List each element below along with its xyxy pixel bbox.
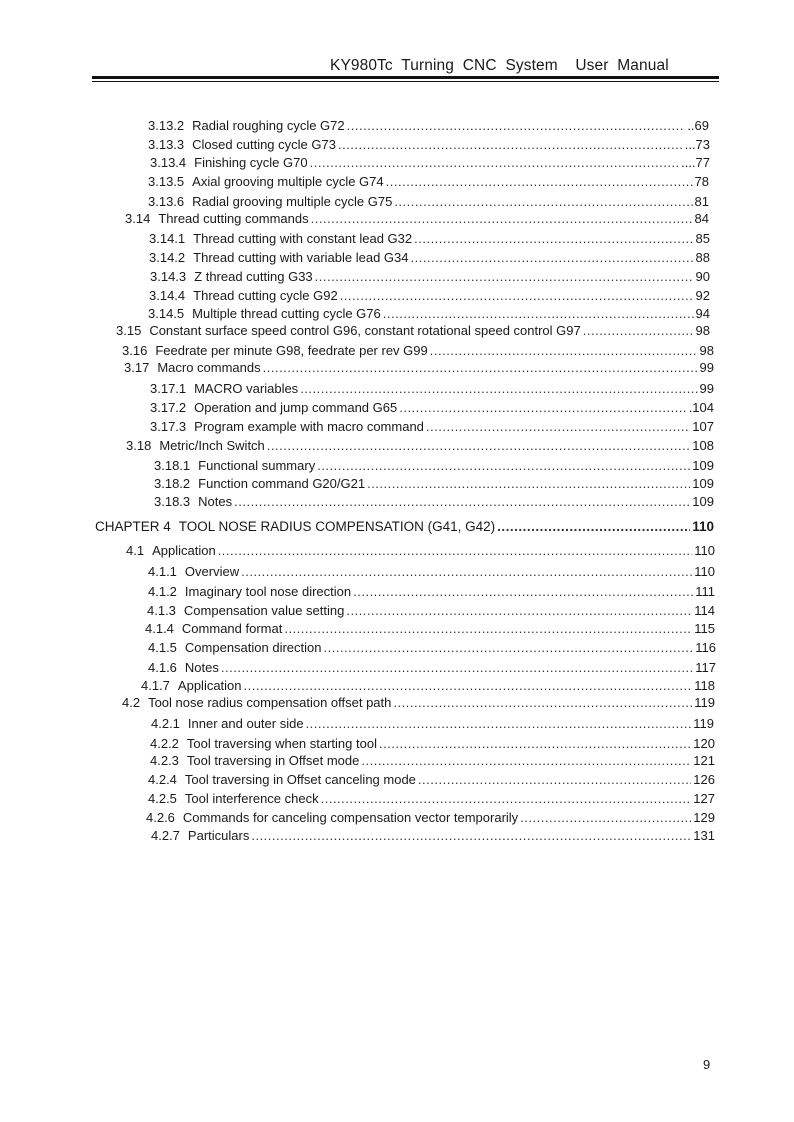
toc-entry-4-2-2[interactable] [150,736,715,752]
toc-entry-number: 3.17.1 [150,381,187,396]
toc-entry-title: Operation and jump command G65 [194,400,398,415]
toc-entry-title: Constant surface speed control G96, constant rotational speed control G97 [149,323,581,338]
toc-dot-leader [263,360,698,376]
toc-entry-title: Tool interference check [184,791,319,806]
toc-dot-leader [324,640,694,656]
toc-entry-title: Tool traversing in Offset mode [186,753,360,768]
toc-entry-3-16[interactable] [122,343,714,359]
toc-entry-number: 4.2.4 [148,772,177,787]
toc-entry-page: 127 [693,791,715,806]
toc-entry-title: Notes [184,660,219,675]
toc-entry-page: 92 [695,288,710,303]
toc-entry-page: 119 [694,695,715,710]
toc-entry-page: 109 [692,476,714,491]
toc-entry-number: 3.18.3 [154,494,191,509]
toc-entry-number: 4.2.3 [150,753,179,768]
toc-entry-3-13-5[interactable] [148,174,709,190]
toc-dot-leader [497,519,690,535]
toc-entry-page: 85 [695,231,710,246]
toc-entry-number: 3.13.3 [148,137,185,152]
toc-entry-3-13-4[interactable] [150,155,710,171]
toc-entry-page: 119 [693,716,714,731]
toc-entry-title: Closed cutting cycle G73 [192,137,336,152]
toc-dot-leader [251,828,691,844]
toc-entry-title: Compensation direction [184,640,322,655]
toc-entry-number: 3.13.6 [148,194,185,209]
toc-chapter-page: 110 [692,519,714,534]
toc-dot-leader [218,543,693,559]
toc-entry-3-14-5[interactable] [148,306,710,322]
toc-entry-title: Particulars [187,828,250,843]
toc-entry-3-14-1[interactable] [149,231,710,247]
toc-entry-3-18-1[interactable] [154,458,714,474]
toc-dot-leader [353,584,693,600]
toc-entry-title: Function command G20/G21 [198,476,366,491]
toc-dot-leader [311,211,693,227]
toc-entry-page: 81 [694,194,709,209]
toc-dot-leader [379,736,691,752]
toc-entry-title: Z thread cutting G33 [194,269,313,284]
toc-entry-4-2[interactable] [122,695,715,711]
toc-entry-page: 126 [693,772,715,787]
toc-dot-leader [347,118,686,134]
toc-entry-number: 3.17 [124,360,150,375]
toc-dot-leader [338,137,683,153]
toc-entry-page: 120 [693,736,715,751]
toc-entry-title: Radial roughing cycle G72 [192,118,345,133]
toc-entry-page: 109 [692,494,714,509]
toc-entry-page: 110 [694,564,715,579]
toc-entry-4-1-1[interactable] [148,564,715,580]
toc-entry-title: Commands for canceling compensation vector temporarily [182,810,519,825]
toc-entry-page: .104 [688,400,714,415]
toc-entry-4-2-5[interactable] [148,791,715,807]
toc-entry-title: Tool traversing in Offset canceling mode [184,772,416,787]
toc-dot-leader [399,400,686,416]
toc-chapter-4[interactable] [95,519,714,535]
toc-entry-page: 107 [692,419,714,434]
toc-dot-leader [386,174,693,190]
toc-entry-number: 4.2.7 [151,828,180,843]
toc-entry-number: 3.18 [126,438,152,453]
toc-entry-number: 3.14.5 [148,306,185,321]
toc-dot-leader [315,269,694,285]
header-rule-thin [92,81,719,82]
toc-entry-number: 3.13.5 [148,174,185,189]
toc-entry-title: Application [152,543,216,558]
toc-dot-leader [520,810,691,826]
toc-entry-title: Program example with macro command [194,419,424,434]
toc-entry-page: 98 [695,323,710,338]
toc-entry-3-17-2[interactable] [150,400,714,416]
toc-dot-leader [418,772,691,788]
toc-entry-number: 3.14.1 [149,231,186,246]
toc-entry-number: 4.1.2 [148,584,177,599]
toc-entry-4-2-7[interactable] [151,828,715,844]
toc-entry-number: 4.2.6 [146,810,175,825]
toc-entry-page: 88 [695,250,710,265]
toc-entry-page: 99 [699,381,714,396]
toc-dot-leader [394,194,692,210]
toc-entry-4-1-2[interactable] [148,584,715,600]
toc-dot-leader [317,458,690,474]
toc-entry-number: 4.2.1 [151,716,180,731]
toc-entry-title: Macro commands [157,360,261,375]
toc-dot-leader [234,494,690,510]
toc-entry-number: 3.13.2 [148,118,185,133]
toc-entry-title: Tool nose radius compensation offset path [148,695,392,710]
toc-entry-number: 4.1.1 [148,564,177,579]
toc-entry-number: 3.18.2 [154,476,191,491]
toc-entry-3-18-2[interactable] [154,476,714,492]
toc-dot-leader [361,753,691,769]
toc-dot-leader [414,231,693,247]
toc-entry-3-17[interactable] [124,360,714,376]
toc-entry-page: 121 [693,753,715,768]
toc-entry-3-13-6[interactable] [148,194,709,210]
toc-entry-3-13-3[interactable] [148,137,710,153]
toc-entry-number: 3.13.4 [150,155,187,170]
toc-entry-3-14-2[interactable] [149,250,710,266]
toc-entry-4-1-3[interactable] [147,603,715,619]
toc-entry-page: 84 [694,211,709,226]
toc-entry-4-1-5[interactable] [148,640,716,656]
toc-entry-page: 117 [695,660,716,675]
toc-entry-title: Inner and outer side [187,716,304,731]
toc-entry-number: 4.1 [126,543,145,558]
toc-chapter-number: CHAPTER 4 [95,519,171,534]
toc-entry-page: ....77 [681,155,710,170]
toc-entry-4-2-4[interactable] [148,772,715,788]
toc-entry-page: 116 [695,640,716,655]
toc-entry-number: 3.16 [122,343,148,358]
toc-dot-leader [393,695,692,711]
toc-entry-title: Overview [184,564,240,579]
toc-entry-number: 4.1.3 [147,603,176,618]
toc-entry-number: 4.1.7 [141,678,170,693]
toc-dot-leader [346,603,692,619]
toc-entry-3-14[interactable] [125,211,709,227]
toc-dot-leader [300,381,697,397]
toc-dot-leader [411,250,694,266]
toc-entry-number: 4.2.2 [150,736,179,751]
toc-dot-leader [367,476,690,492]
toc-entry-number: 4.1.4 [145,621,174,636]
toc-entry-page: 109 [692,458,714,473]
toc-dot-leader [383,306,694,322]
toc-entry-title: Tool traversing when starting tool [186,736,377,751]
toc-entry-3-15[interactable] [116,323,710,339]
toc-entry-number: 4.1.6 [148,660,177,675]
toc-entry-number: 4.1.5 [148,640,177,655]
toc-entry-4-1-7[interactable] [141,678,715,694]
toc-dot-leader [321,791,692,807]
toc-entry-3-14-4[interactable] [149,288,710,304]
toc-entry-page: ...73 [684,137,710,152]
toc-entry-number: 3.17.2 [150,400,187,415]
toc-entry-page: 99 [699,360,714,375]
toc-entry-page: 115 [694,621,715,636]
toc-entry-3-13-2[interactable] [148,118,709,134]
toc-entry-number: 4.2.5 [148,791,177,806]
toc-entry-3-17-3[interactable] [150,419,714,435]
toc-entry-3-17-1[interactable] [150,381,714,397]
toc-entry-title: Thread cutting with constant lead G32 [193,231,413,246]
toc-entry-title: Notes [198,494,233,509]
toc-entry-title: Metric/Inch Switch [159,438,265,453]
header-rule-thick [92,76,719,79]
toc-entry-4-2-1[interactable] [151,716,714,732]
toc-entry-title: Compensation value setting [183,603,345,618]
toc-entry-page: 108 [692,438,714,453]
toc-entry-number: 3.15 [116,323,142,338]
toc-entry-3-14-3[interactable] [150,269,710,285]
toc-entry-4-2-6[interactable] [146,810,715,826]
toc-entry-number: 3.14.2 [149,250,186,265]
toc-entry-title: Thread cutting with variable lead G34 [193,250,409,265]
toc-entry-number: 3.14.3 [150,269,187,284]
toc-dot-leader [340,288,694,304]
toc-dot-leader [241,564,692,580]
toc-entry-title: Application [177,678,242,693]
toc-dot-leader [221,660,693,676]
toc-entry-page: 114 [694,603,715,618]
toc-entry-title: Command format [181,621,283,636]
toc-entry-number: 3.14.4 [149,288,186,303]
toc-entry-page: 110 [694,543,715,558]
toc-entry-page: 129 [693,810,715,825]
page-number: 9 [703,1057,711,1072]
toc-dot-leader [310,155,679,171]
toc-chapter-title: TOOL NOSE RADIUS COMPENSATION (G41, G42) [178,519,496,534]
toc-entry-page: 111 [695,584,715,599]
toc-entry-page: 118 [694,678,715,693]
toc-entry-page: 90 [695,269,710,284]
running-header-title: KY980Tc Turning CNC System User Manual [330,57,669,74]
toc-entry-title: Thread cutting cycle G92 [193,288,338,303]
toc-dot-leader [267,438,691,454]
toc-entry-number: 3.18.1 [154,458,191,473]
toc-entry-3-18[interactable] [126,438,714,454]
toc-dot-leader [306,716,692,732]
toc-entry-number: 4.2 [122,695,141,710]
toc-entry-page: 131 [693,828,715,843]
toc-dot-leader [426,419,690,435]
toc-entry-page: 94 [695,306,710,321]
toc-entry-title: Finishing cycle G70 [194,155,308,170]
toc-entry-page: ..69 [687,118,709,133]
toc-entry-title: Imaginary tool nose direction [184,584,352,599]
toc-dot-leader [244,678,693,694]
toc-entry-4-1[interactable] [126,543,715,559]
toc-entry-4-2-3[interactable] [150,753,715,769]
toc-entry-page: 98 [699,343,714,358]
toc-dot-leader [284,621,692,637]
toc-entry-number: 3.14 [125,211,151,226]
toc-entry-3-18-3[interactable] [154,494,714,510]
toc-entry-title: MACRO variables [194,381,299,396]
toc-entry-title: Multiple thread cutting cycle G76 [192,306,381,321]
toc-entry-4-1-4[interactable] [145,621,715,637]
toc-dot-leader [430,343,698,359]
toc-entry-4-1-6[interactable] [148,660,716,676]
toc-entry-title: Thread cutting commands [158,211,309,226]
toc-entry-title: Radial grooving multiple cycle G75 [192,194,393,209]
toc-entry-title: Axial grooving multiple cycle G74 [192,174,384,189]
toc-entry-title: Functional summary [198,458,316,473]
toc-entry-page: 78 [694,174,709,189]
toc-dot-leader [583,323,694,339]
toc-entry-number: 3.17.3 [150,419,187,434]
toc-entry-title: Feedrate per minute G98, feedrate per rev G99 [155,343,428,358]
